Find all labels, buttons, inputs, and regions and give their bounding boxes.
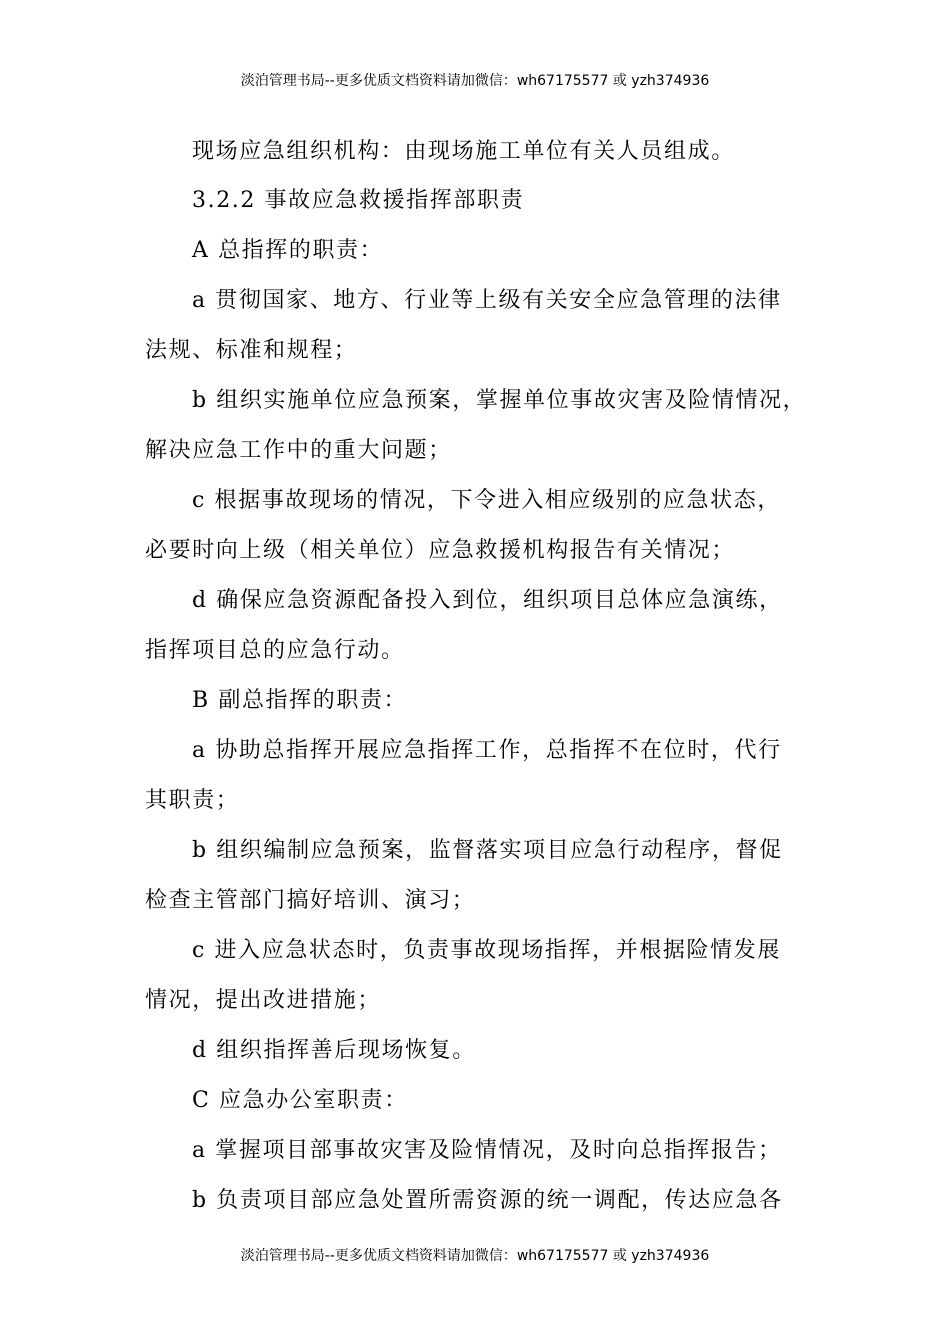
subsection-heading: A 总指挥的职责： xyxy=(192,238,384,263)
paragraph-line: d 组织指挥善后现场恢复。 xyxy=(192,1038,476,1063)
paragraph-line: 解决应急工作中的重大问题； xyxy=(145,438,452,463)
paragraph-line: 检查主管部门搞好培训、演习； xyxy=(145,888,476,913)
subsection-heading: B 副总指挥的职责： xyxy=(192,688,408,713)
paragraph-line: 情况，提出改进措施； xyxy=(145,988,382,1013)
paragraph-line: c 根据事故现场的情况，下令进入相应级别的应急状态， xyxy=(192,488,781,513)
paragraph-line: 必要时向上级（相关单位）应急救援机构报告有关情况； xyxy=(145,538,736,563)
paragraph-line: 指挥项目总的应急行动。 xyxy=(145,638,405,663)
subsection-heading: C 应急办公室职责： xyxy=(192,1088,408,1113)
paragraph-line: b 组织实施单位应急预案，掌握单位事故灾害及险情情况， xyxy=(192,388,807,413)
paragraph-line: c 进入应急状态时，负责事故现场指挥，并根据险情发展 xyxy=(192,938,781,963)
paragraph-line: 现场应急组织机构：由现场施工单位有关人员组成。 xyxy=(192,139,735,164)
paragraph-line: a 贯彻国家、地方、行业等上级有关安全应急管理的法律 xyxy=(192,288,782,313)
paragraph-line: a 掌握项目部事故灾害及险情情况，及时向总指挥报告； xyxy=(192,1138,782,1163)
paragraph-line: b 组织编制应急预案，监督落实项目应急行动程序，督促 xyxy=(192,838,783,863)
section-heading: 3.2.2 事故应急救援指挥部职责 xyxy=(192,188,525,213)
paragraph-line: 其职责； xyxy=(145,788,240,813)
paragraph-line: a 协助总指挥开展应急指挥工作，总指挥不在位时，代行 xyxy=(192,738,782,763)
page-footer: 淡泊管理书局--更多优质文档资料请加微信：wh67175577 或 yzh374936 xyxy=(240,1248,710,1264)
paragraph-line: d 确保应急资源配备投入到位，组织项目总体应急演练， xyxy=(192,588,783,613)
paragraph-line: b 负责项目部应急处置所需资源的统一调配，传达应急各 xyxy=(192,1188,783,1213)
paragraph-line: 法规、标准和规程； xyxy=(145,338,358,363)
page-header: 淡泊管理书局--更多优质文档资料请加微信：wh67175577 或 yzh374936 xyxy=(240,73,710,89)
